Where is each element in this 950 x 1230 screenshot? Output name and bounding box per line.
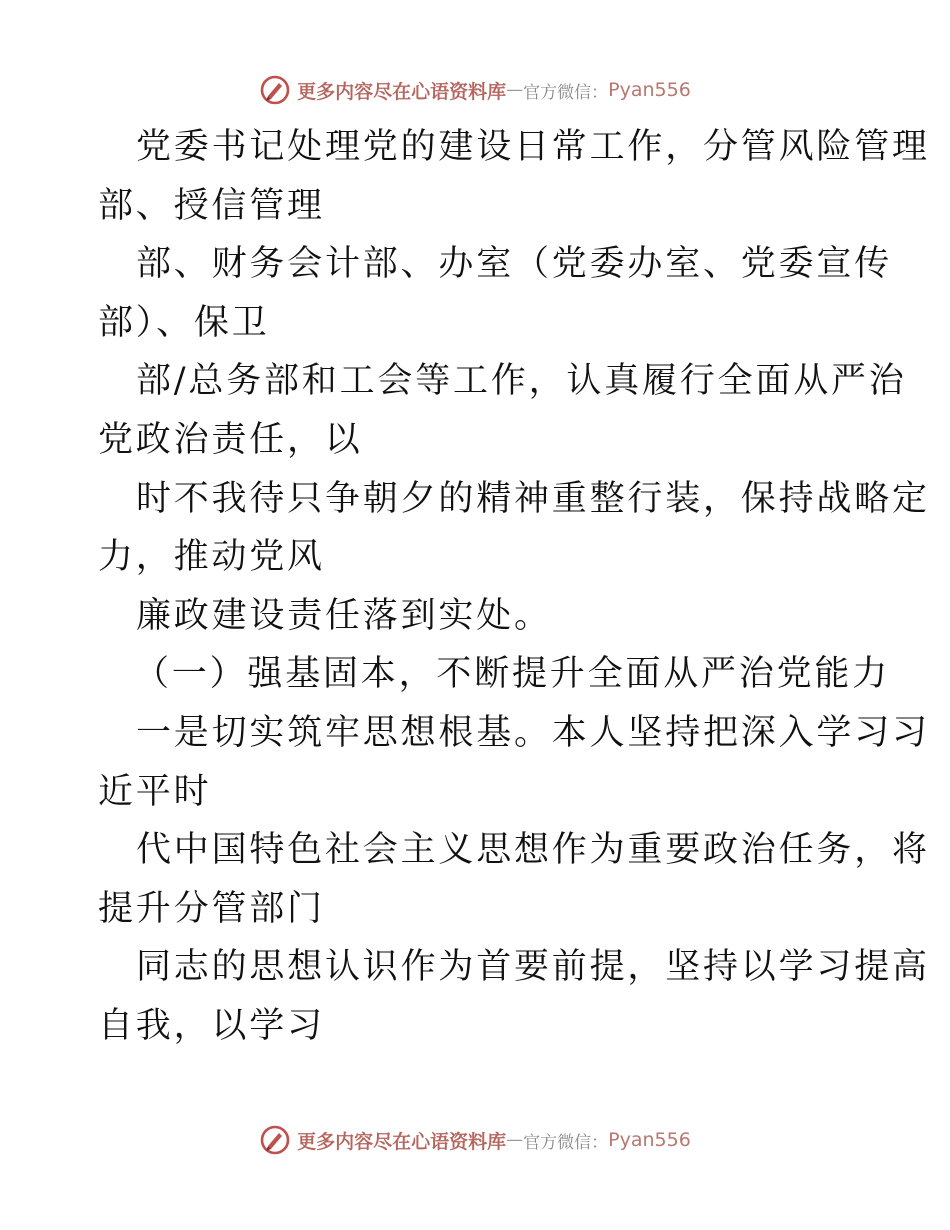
body-line: 同志的思想认识作为首要前提，坚持以学习提高 — [136, 947, 930, 988]
watermark-wechat-id: Pyan556 — [608, 1129, 691, 1151]
watermark-brand: 更多内容尽在心语资料库 — [297, 80, 507, 103]
watermark-label: 官方微信： — [523, 1132, 609, 1153]
header-watermark — [0, 70, 950, 110]
body-line: 部、财务会计部、办室（党委办室、党委宣传 — [136, 244, 893, 285]
document-body — [98, 118, 930, 1056]
watermark-separator: — — [506, 1130, 524, 1150]
body-line: 廉政建设责任落到实处。 — [136, 595, 552, 636]
section-heading: （一）强基固本，不断提升全面从严治党能力 — [134, 654, 891, 695]
pen-logo-icon — [259, 74, 291, 106]
body-line: 党政治责任，以 — [98, 419, 363, 460]
body-line: 部）、保卫 — [98, 302, 270, 343]
watermark-brand: 更多内容尽在心语资料库 — [297, 1130, 507, 1153]
body-line: 部/总务部和工会等工作，认真履行全面从严治 — [136, 361, 907, 402]
body-line: 时不我待只争朝夕的精神重整行装，保持战略定 — [136, 478, 930, 519]
pen-logo-icon — [259, 1124, 291, 1156]
watermark-label: 官方微信： — [523, 82, 609, 103]
body-line: 党委书记处理党的建设日常工作，分管风险管理 — [136, 127, 930, 167]
watermark-wechat-id: Pyan556 — [608, 79, 691, 101]
watermark-separator: — — [506, 80, 524, 100]
body-line: 一是切实筑牢思想根基。本人坚持把深入学习习 — [136, 712, 930, 753]
body-line: 自我，以学习 — [98, 1005, 325, 1046]
body-line: 部、授信管理 — [98, 185, 325, 226]
body-line: 力，推动党风 — [98, 537, 325, 578]
body-line: 提升分管部门 — [98, 888, 325, 929]
body-line: 代中国特色社会主义思想作为重要政治任务，将 — [136, 830, 930, 871]
footer-watermark — [0, 1120, 950, 1160]
body-line: 近平时 — [98, 771, 212, 812]
